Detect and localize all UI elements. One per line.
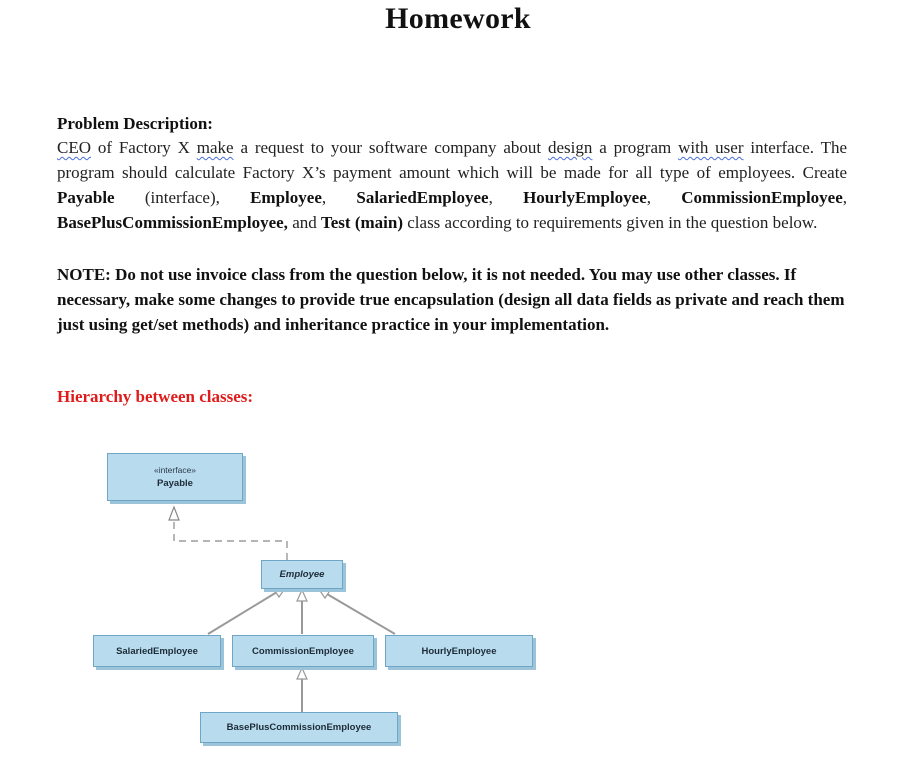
text-run: (interface), <box>114 188 251 207</box>
employee-label: Employee <box>279 569 325 580</box>
grammar-flag-ceo: CEO <box>57 138 91 157</box>
salaried-label: SalariedEmployee <box>116 645 198 657</box>
grammar-flag-make: make <box>196 138 234 157</box>
class-name-hourly: HourlyEmployee <box>523 188 647 207</box>
class-name-commission: CommissionEmployee <box>681 188 843 207</box>
realization-arrowhead <box>169 507 179 520</box>
class-name-salaried: SalariedEmployee <box>356 188 489 207</box>
inherit-line-salaried <box>208 592 277 634</box>
class-name-test: Test (main) <box>320 213 403 232</box>
text-run: , <box>321 188 357 207</box>
class-name-employee: Employee <box>250 188 322 207</box>
uml-baseplus-class <box>200 712 398 743</box>
hierarchy-heading: Hierarchy between classes: <box>57 387 254 406</box>
uml-employee-class <box>261 560 343 589</box>
text-run: , <box>842 188 848 207</box>
payable-label: Payable <box>157 478 193 489</box>
text-run: a program <box>592 138 679 157</box>
inherit-arrow-hourly <box>318 588 331 598</box>
hourly-label: HourlyEmployee <box>421 645 497 657</box>
text-run: interface. The program should calculate Factory X’s payment amount which will be made for all type of employees. Create <box>57 138 848 182</box>
uml-hourly-class <box>385 635 533 667</box>
text-run: of Factory X <box>91 138 197 157</box>
interface-stereotype: «interface» <box>153 465 197 475</box>
realization-line <box>174 520 287 560</box>
uml-salaried-class <box>93 635 221 667</box>
grammar-flag-design: design <box>548 138 593 157</box>
uml-payable-interface <box>107 453 243 501</box>
inherit-arrow-baseplus <box>297 668 307 679</box>
problem-heading: Problem Description: <box>57 114 213 133</box>
text-run: and <box>287 213 321 232</box>
text-run: , <box>646 188 682 207</box>
text-run: a request to your software company about <box>233 138 549 157</box>
baseplus-label: BasePlusCommissionEmployee <box>226 722 372 733</box>
class-name-payable: Payable <box>57 188 115 207</box>
uml-commission-class <box>232 635 374 667</box>
grammar-flag-with-user: with user <box>678 138 744 157</box>
inherit-arrow-commission <box>297 590 307 601</box>
class-name-baseplus: BasePlusCommissionEmployee, <box>57 213 288 232</box>
note-paragraph: NOTE: Do not use invoice class from the question below, it is not needed. You may use other classes. If necessary, make some changes to provide true encapsulation (design all data fields as private and reach them just using get/set methods) and inheritance practice in your implementation. <box>57 265 845 334</box>
text-run: , <box>488 188 524 207</box>
inherit-line-hourly <box>327 594 395 634</box>
commission-label: CommissionEmployee <box>252 645 354 657</box>
page-title: Homework <box>385 2 531 35</box>
text-run: class according to requirements given in the question below. <box>403 213 818 232</box>
